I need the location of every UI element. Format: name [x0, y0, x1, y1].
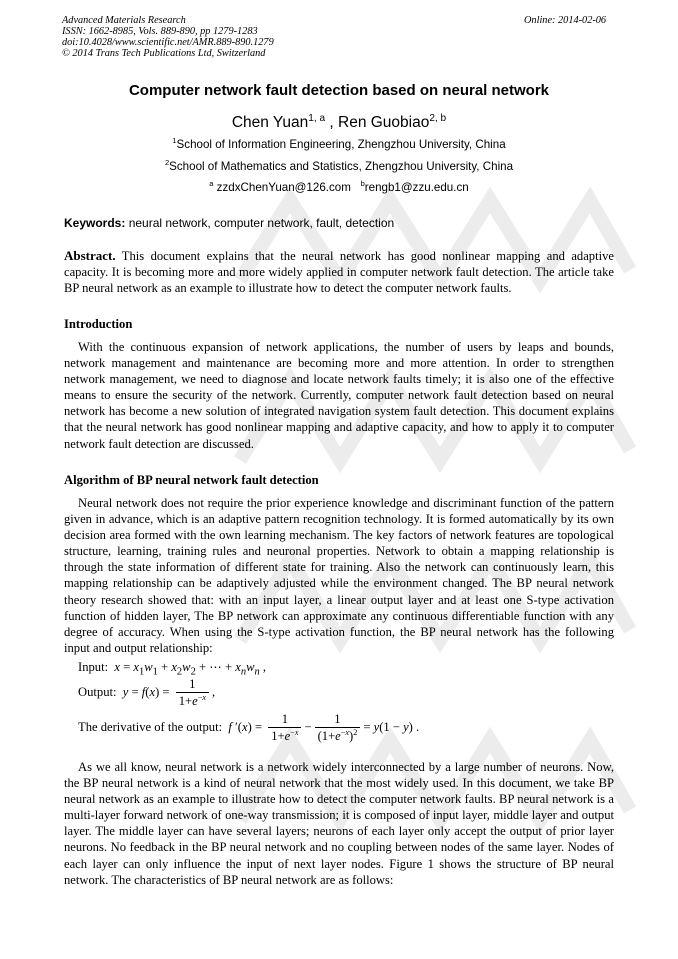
algorithm-paragraph-2: As we all know, neural network is a network widely interconnected by a large number of neurons. Now, the BP neural network is a kind of neural network that the most widely used. In this document, we take BP neural network as an example to illustrate how to detect the computer network faults. BP neural network is a multi-layer forward network of one-way transmission; it is composed of input layer, middle layer and output layer. The middle layer can have several layers; neurons of each layer only accept the output of prior layer neurons. No feedback in the BP neural network and no coupling between nodes of the same layer. Nodes of each layer can only influence the input of next layer nodes. Figure 1 shows the structure of BP neural network. The characteristics of BP neural network are as follows:: [64, 760, 614, 887]
author-2-sup: 2, b: [429, 112, 447, 124]
email-b-sup: b: [360, 179, 365, 189]
introduction-heading: Introduction: [64, 317, 133, 331]
derivative-formula: The derivative of the output: f ′(x) = $\frac{1}{1+e^{-x}}$ − $\frac{1}{(1+e^{-x})^2}$ = y(1 − y) .: [78, 712, 420, 743]
author-1-sup: 1, a: [308, 112, 326, 124]
input-label: Input:: [78, 660, 109, 674]
journal-name: Advanced Materials Research: [62, 15, 186, 26]
email-line: [0, 181, 678, 194]
online-date: Online: 2014-02-06: [524, 15, 607, 26]
output-formula: Output: y = f(x) = $\frac{1}{1+e^{-x}}$ ,: [78, 677, 216, 708]
introduction-body: [64, 339, 614, 452]
affiliation-1-text: School of Information Engineering, Zhengzhou University, China: [176, 138, 506, 151]
keywords-label: Keywords:: [64, 216, 126, 230]
copyright-line: © 2014 Trans Tech Publications Ltd, Switzerland: [62, 48, 266, 59]
affiliation-1: [0, 138, 678, 151]
email-a-sup: a: [209, 179, 214, 189]
affiliation-2: [0, 160, 678, 173]
abstract-text: This document explains that the neural network has good nonlinear mapping and adaptive capacity. It is becoming more and more widely applied in computer network fault detection. The article take BP neural network as an example to illustrate how to detect the computer network faults.: [64, 249, 614, 296]
affiliation-1-sup: 1: [172, 136, 177, 146]
algorithm-body-2: [64, 759, 614, 888]
issn-line: ISSN: 1662-8985, Vols. 889-890, pp 1279-1283: [62, 26, 258, 37]
affiliation-2-sup: 2: [164, 158, 170, 168]
paper-title: Computer network fault detection based on neural network: [128, 82, 550, 99]
algorithm-heading: Algorithm of BP neural network fault detection: [64, 473, 319, 487]
affiliation-2-text: School of Mathematics and Statistics, Zhengzhou University, China: [169, 160, 514, 173]
author-line: [0, 114, 678, 132]
journal-header: [62, 15, 274, 59]
email-b[interactable]: rengb1@zzu.edu.cn: [364, 181, 469, 194]
author-separator: ,: [325, 114, 338, 131]
keywords-text: neural network, computer network, fault, detection: [125, 216, 395, 230]
email-a[interactable]: zzdxChenYuan@126.com: [213, 181, 351, 194]
keywords: [64, 216, 394, 230]
author-1: Chen Yuan: [231, 114, 309, 131]
output-label: Output:: [78, 684, 117, 699]
algorithm-paragraph-1: Neural network does not require the prior experience knowledge and discriminant function of the pattern given in advance, which is an adaptive pattern recognition technology. It is formed automatically by its own decision area formed with the own learning mechanism. The key factors of network features are topological structure, learning, training rules and neuronal properties. Network to obtain a mapping relationship is through the state information of different state for training. Also the network can continuously learn, this mapping relationship can be adaptively adjusted while the environment changed. The BP neural network theory research showed that: with an input layer, a linear output layer and at least one S-type activation function of hidden layer, The BP network can approximate any continuous differentiable function with any degree of accuracy. When using the S-type activation function, the BP neural network has the following input and output relationship:: [64, 496, 614, 655]
abstract: [64, 248, 614, 296]
introduction-paragraph: With the continuous expansion of network applications, the number of users by leaps and bounds, network management and maintenance are becoming more and more attention. In order to strengthen network management, we need to diagnose and locate network faults timely; it is also one of the effective means to ensure the security of the network. Currently, computer network fault detection based on neural network has become a new solution of integrated navigation system fault detection. This document explains that the neural network has good nonlinear mapping and adaptive capacity, and how to apply it to computer network fault detection are discussed.: [64, 340, 614, 451]
author-2: Ren Guobiao: [338, 114, 430, 131]
derivative-label: The derivative of the output:: [78, 719, 223, 734]
input-formula: Input: $x = x_1w_1 + x_2w_2$ + ⋯ + $x_nw_n$ ,: [78, 660, 267, 678]
doi-line: doi:10.4028/www.scientific.net/AMR.889-890.1279: [62, 37, 274, 48]
abstract-label: Abstract.: [64, 248, 116, 263]
algorithm-body-1: [64, 495, 614, 656]
